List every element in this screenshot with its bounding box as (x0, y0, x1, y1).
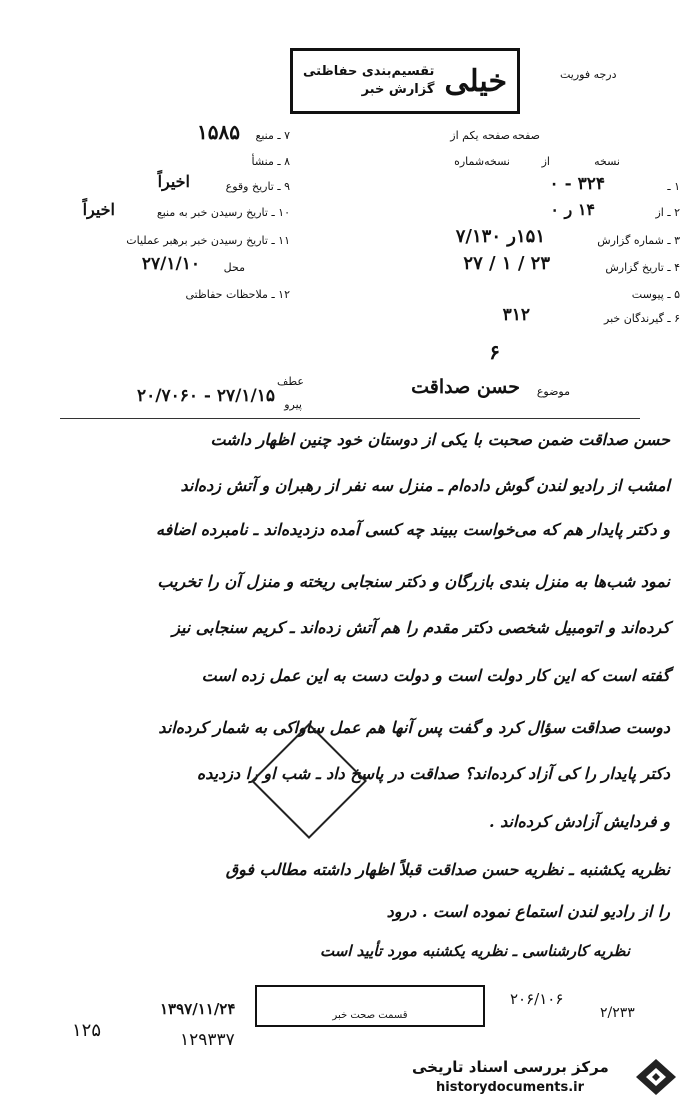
field-2-value: ۱۴ ر ۰ (550, 200, 595, 219)
field-9-label: ۹ ـ تاریخ وقوع (225, 180, 290, 193)
stamp-line-2: گزارش خبر (361, 82, 435, 97)
field-13-label: ۱۲ ـ ملاحظات حفاظتی (185, 288, 290, 301)
field-7-value: ۱۵۸۵ (197, 120, 240, 144)
watermark-url[interactable]: historydocuments.ir (436, 1080, 585, 1095)
field-10-label: ۱۰ ـ تاریخ رسیدن خبر به منبع (156, 206, 290, 219)
margin-note: نظریه کارشناسی ـ نظریه یکشنبه مورد تأیید است (319, 942, 630, 960)
field-4-label: ۴ ـ تاریخ گزارش (605, 261, 680, 274)
body-line: حسن صداقت ضمن صحبت با یکی از دوستان خود چنین اظهار داشت (210, 430, 670, 449)
reference-bottom-label: پیرو (284, 398, 302, 411)
body-line: دوست صداقت سؤال کرد و گفت پس آنها هم عمل ساواکی به شمار کرده‌اند (158, 718, 670, 737)
signature-stamp (255, 985, 485, 1027)
subject-value: حسن صداقت (411, 376, 520, 398)
field-11-label: ۱۱ ـ تاریخ رسیدن خبر برهبر عملیات (126, 234, 290, 247)
reference-top-label: عطف (277, 375, 304, 388)
urgency-label: درجه فوریت (560, 68, 617, 81)
stamp-lines (303, 63, 434, 99)
body-line: را از رادیو لندن استماع نموده است . درود (386, 902, 670, 921)
field-3-label: ۳ ـ شماره گزارش (597, 234, 680, 247)
classification-stamp (290, 48, 520, 114)
body-line: و دکتر پایدار هم که می‌خواست ببیند چه کسی آمده دزدیده‌اند ـ نامبرده اضافه (155, 520, 670, 539)
copy-value: از (541, 155, 550, 168)
field-6-value: ۳۱۲ (502, 305, 530, 325)
stamp-line-1: تقسیم‌بندی حفاظتی (303, 64, 435, 79)
field-2-label: ۲ ـ از (655, 206, 680, 219)
reference-value: ۲۷/۱/۱۵ - ۲۰/۷۰۶۰ (137, 386, 275, 406)
field-1-value: ۳۲۴ - ۰ (549, 174, 605, 194)
received-stamp (251, 723, 367, 839)
copy-suffix: نسخه (594, 155, 620, 168)
initials: ۲۰۶/۱۰۶ (510, 990, 564, 1008)
field-5-label: ۵ ـ پیوست (631, 288, 680, 301)
field-9-value: اخیراً (157, 172, 190, 191)
field-6-label: ۶ ـ گیرندگان خبر (604, 312, 680, 325)
body-line: نمود شب‌ها به منزل بندی بازرگان و دکتر سنجابی ریخته و منزل آن را تخریب (157, 572, 670, 591)
archive-logo-icon (630, 1055, 682, 1099)
body-line: دکتر پایدار را کی آزاد کرده‌اند؟ صداقت در پاسخ داد ـ شب او را دزدیده (196, 764, 670, 783)
signature-stamp-text: قسمت صحت خبر (332, 1010, 408, 1021)
body-line: کرده‌اند و اتومبیل شخصی دکتر مقدم را هم آتش زده‌اند ـ کریم سنجابی نیز (172, 618, 670, 637)
field-12-value: ۲۷/۱/۱۰ (141, 254, 200, 274)
page-label: صفحه یکم از (450, 129, 510, 142)
numbers-left: ۱۲۵ (72, 1020, 102, 1041)
field-8-label: ۸ ـ منشأ (251, 155, 290, 168)
stamp-number: ۱۳۹۷/۱۱/۲۴ (160, 1000, 236, 1018)
watermark-title: مرکز بررسی اسناد تاریخی (412, 1058, 609, 1076)
body-line: نظریه یکشنبه ـ نظریه حسن صداقت قبلاً اظهار داشته مطالب فوق (225, 860, 670, 879)
subject-label: موضوع (536, 385, 570, 398)
field-12-label: محل (223, 261, 245, 274)
file-number: ۱۲۹۳۳۷ (180, 1030, 235, 1050)
subject-divider (60, 418, 640, 419)
field-4-value: ۲۳ / ۱ / ۲۷ (463, 253, 550, 274)
body-line: گفته است که این کار دولت است و دولت دست به این عمل زده است (201, 666, 670, 685)
body-line: امشب از رادیو لندن گوش داده‌ام ـ منزل سه نفر از رهبران و آتش زده‌اند (180, 476, 670, 495)
urgency-value: خیلی (444, 63, 507, 99)
page-value: صفحه (512, 129, 540, 142)
field-7-label: ۷ ـ منبع (255, 129, 290, 142)
field-10-value: اخیراً (82, 200, 115, 219)
field-3-value: ۱۵۱ر ۷/۱۳۰ (455, 226, 545, 247)
initials-2: ۲/۲۳۳ (600, 1005, 635, 1021)
field-1-label: ۱ ـ (667, 180, 680, 193)
center-mark: ۶ (489, 340, 500, 364)
body-line: و فردایش آزادش کرده‌اند . (489, 812, 670, 831)
copy-label: نسخه‌شماره (454, 155, 510, 168)
